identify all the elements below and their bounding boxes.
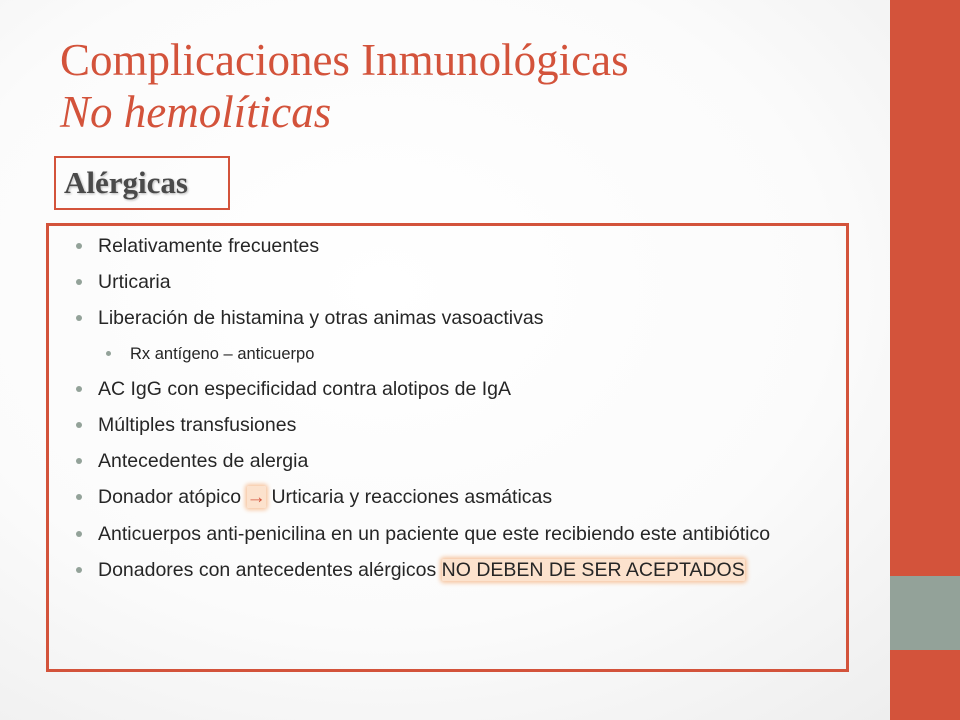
- bullet-dot: [76, 458, 82, 464]
- bullet-item: Donador atópico → Urticaria y reacciones asmáticas: [75, 485, 835, 509]
- bullet-dot: [76, 279, 82, 285]
- sub-bullet-item: Rx antígeno – anticuerpo: [75, 343, 835, 365]
- bullet-dot: [106, 351, 111, 356]
- bullet-dot: [76, 243, 82, 249]
- bullet-item: Anticuerpos anti-penicilina en un paciente que este recibiendo este antibiótico: [75, 522, 835, 546]
- side-strip-top: [890, 0, 960, 576]
- arrow-icon: →: [246, 486, 267, 509]
- bullet-dot: [76, 422, 82, 428]
- bullet-dot: [76, 386, 82, 392]
- side-strip-bottom: [890, 650, 960, 720]
- bullet-list: [75, 234, 835, 594]
- bullet-item: Antecedentes de alergia: [75, 449, 835, 473]
- slide-title: [60, 34, 880, 138]
- bullet-dot: [76, 567, 82, 573]
- subtitle-label: Alérgicas: [64, 165, 188, 200]
- bullet-dot: [76, 531, 82, 537]
- bullet-item: AC IgG con especificidad contra alotipos de IgA: [75, 377, 835, 401]
- bullet-item: Donadores con antecedentes alérgicos NO DEBEN DE SER ACEPTADOS: [75, 558, 835, 582]
- slide-title-line1: Complicaciones Inmunológicas: [60, 35, 629, 85]
- bullet-item: Urticaria: [75, 270, 835, 294]
- bullet-item: Múltiples transfusiones: [75, 413, 835, 437]
- bullet-item: Liberación de histamina y otras animas vasoactivas: [75, 306, 835, 330]
- content-box: [46, 223, 849, 672]
- subtitle-box: [54, 156, 230, 210]
- highlighted-warning: NO DEBEN DE SER ACEPTADOS: [441, 558, 745, 581]
- bullet-dot: [76, 315, 82, 321]
- bullet-item: Relativamente frecuentes: [75, 234, 835, 258]
- bullet-dot: [76, 494, 82, 500]
- side-strip-middle: [890, 576, 960, 650]
- slide-title-line2: No hemolíticas: [60, 87, 332, 137]
